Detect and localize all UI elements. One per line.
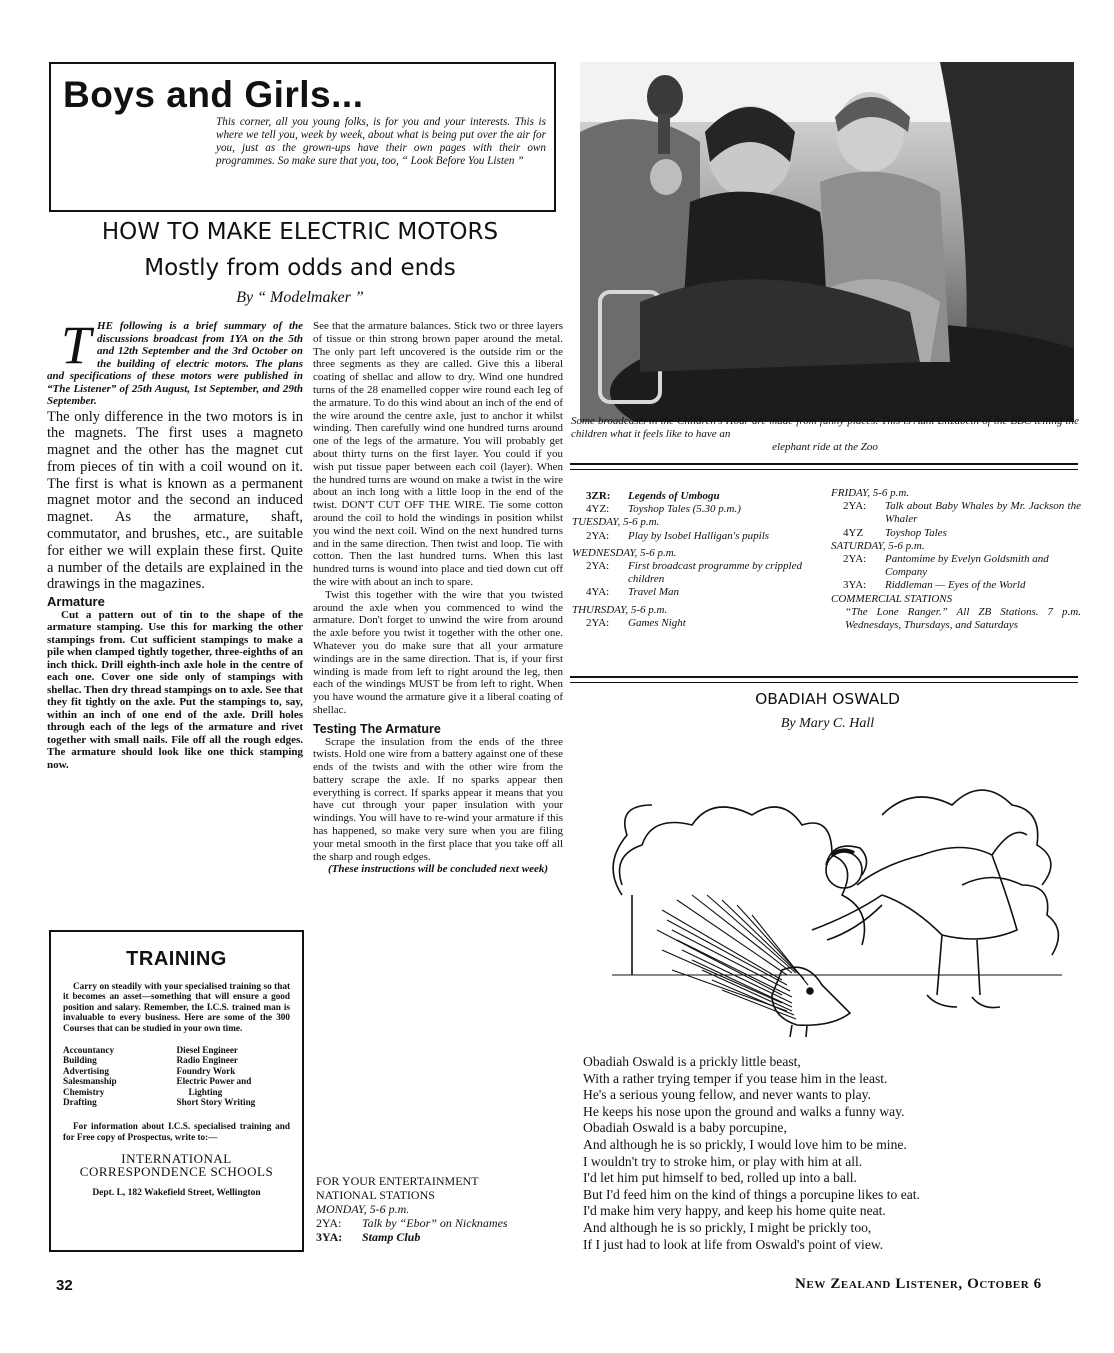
poem-line: If I just had to look at life from Oswald's point of view. (583, 1236, 884, 1252)
schedule-left-column (572, 490, 827, 630)
schedule-row (831, 579, 1081, 592)
program: Talk by “Ebor” on Nicknames (362, 1216, 508, 1230)
station: 2YA: (586, 529, 610, 542)
poem-line: He keeps his nose upon the ground and walks a funny way. (583, 1103, 905, 1119)
course-item: Advertising (63, 1065, 109, 1076)
section-title: Boys and Girls... (63, 74, 364, 115)
course-item: Drafting (63, 1097, 97, 1108)
program: Stamp Club (362, 1230, 421, 1244)
schedule-row (572, 560, 827, 586)
article-byline: By “ Modelmaker ” (236, 289, 364, 306)
schedule-day: THURSDAY, 5-6 p.m. (572, 603, 668, 616)
poem-line: I wouldn't try to stroke him, or play with him at all. (583, 1153, 863, 1169)
national-stations-heading: NATIONAL STATIONS (316, 1188, 435, 1202)
caption-text: Some broadcasts in the Children's Hour are made from funny places. This is Aunt Elizabeth of the BBC telling the children what it feels like to have an (571, 415, 1079, 440)
armature-subheading: Armature (47, 594, 105, 610)
paragraph: Twist this together with the wire that you twisted around the axle when you commenced to wind the armature. Don't forget to unwind the wire from around the axle before you twist it together with the other one. Whatever you do make sure that all your armature windings are in the same direction. That is, if your first winding is made from left to right around the leg, then each of the windings MUST be from left to right. When you have wound the armature give it a liberal coating of shellac. (313, 588, 563, 716)
station: 2YA: (586, 560, 610, 573)
org-line-2: CORRESPONDENCE SCHOOLS (79, 1164, 274, 1180)
org-line-1: INTERNATIONAL (121, 1151, 232, 1167)
article-column-1 (47, 315, 303, 771)
station: 2YA: (843, 553, 867, 566)
course-item: Radio Engineer (176, 1055, 239, 1066)
poem-line: But I'd feed him on the kind of things a porcupine likes to eat. (583, 1186, 920, 1202)
schedule-day: FRIDAY, 5-6 p.m. (831, 487, 910, 499)
article-headline: HOW TO MAKE ELECTRIC MOTORS (101, 219, 499, 245)
article-lead-paragraph: The only difference in the two motors is in the magnets. The first uses a magneto magnet and the other has the magnet cut from pieces of tin with a coil wound on it. The first is what is known as a permanent magnet motor and the second an induced magnet. As the armature, shaft, commutator, and brushes, etc., are suitable for either we will explain these first. Quite a number of the details are explained in the drawings in the magazines. (47, 408, 303, 593)
program: Pantomime by Evelyn Goldsmith and Company (885, 553, 1049, 579)
program: First broadcast programme by crippled children (628, 560, 802, 586)
photo-caption (571, 415, 1079, 454)
article-column-2 (313, 320, 563, 876)
course-item: Accountancy (63, 1045, 115, 1056)
station: 4YA: (586, 586, 610, 599)
program: Games Night (628, 616, 686, 629)
entertainment-heading: FOR YOUR ENTERTAINMENT (316, 1174, 479, 1188)
program: Toyshop Tales (5.30 p.m.) (628, 503, 741, 516)
program: Toyshop Tales (885, 526, 947, 539)
schedule-row (572, 490, 827, 503)
course-item: Foundry Work (176, 1065, 236, 1076)
schedule-row (831, 527, 1081, 540)
training-text: Carry on steadily with your specialised training so that it becomes an asset—something that will ensure a good position and salary. Remember, the I.C.S. trained man is invaluable to every business. Here are some of the 300 Courses that can be studied in your own time. (63, 981, 290, 1033)
schedule-row (831, 553, 1081, 579)
schedule-row (316, 1230, 564, 1244)
course-list-left (63, 1045, 177, 1107)
paragraph: See that the armature balances. Stick two or three layers of tissue or thin strong brown paper around the metal. The only part left uncovered is the outside rim or the three segments as they are called. Give this a liberal coating of shellac and allow to dry. Wind one hundred turns of the 28 enamelled copper wire round each leg of the armature. To do this wind about an inch of the end of the wire around the centre axle, just to anchor it whilst winding. Then carefully wind one hundred turns around one of the legs of the armature. You will probably get about thirty turns on the first layer. You could if you wish put tissue paper between each coil (layer). When the hundred turns are wound on make a twist in the wire about an inch long with a little loop in the end of the twist. DON'T CUT OFF THE WIRE. Tie some cotton around the coil to hold the windings in position whilst you wind the next coil. Wind on the next hundred turns and in the same direction. Then twist and loop. Tie with cotton. Then the last hundred turns. When this last hundred turns is wound into place and tied down cut off the wire with about an inch to spare. (313, 320, 563, 588)
schedule-row (316, 1216, 564, 1230)
caption-text-last: elephant ride at the Zoo (772, 441, 878, 453)
poem-body (583, 1054, 1083, 1253)
poem-line: Obadiah Oswald is a prickly little beast, (583, 1054, 801, 1069)
schedule-day: SATURDAY, 5-6 p.m. (831, 539, 925, 552)
schedule-row (572, 530, 827, 543)
page-number: 32 (56, 1277, 73, 1294)
entertainment-listing (316, 1174, 564, 1244)
publication-footer: New Zealand Listener, October 6 (795, 1276, 1042, 1292)
schedule-day: COMMERCIAL STATIONS (831, 592, 953, 605)
course-item: Diesel Engineer (176, 1045, 238, 1056)
schedule-day: TUESDAY, 5-6 p.m. (572, 516, 660, 529)
section-intro: This corner, all you young folks, is for you and your interests. This is where we tell you, week by week, about what is being put over the air for you, just as the grown-ups have their own pages with their own programmes. So make sure that you, too, “ Look Before You Listen ” (216, 116, 546, 167)
training-title: TRAINING (126, 948, 227, 970)
divider (570, 682, 1078, 683)
training-footer: For information about I.C.S. specialised training and for Free copy of Prospectus, write to:— (63, 1121, 290, 1142)
article-subhead: Mostly from odds and ends (144, 255, 456, 281)
station: 3ZR: (586, 490, 611, 502)
drop-cap: T (61, 315, 92, 375)
testing-paragraph: Scrape the insulation from the ends of the three twists. Hold one wire from a battery against one of these ends of the twists and with the other wire from the battery scrape the axle. If no sparks appear then everything is correct. If sparks appear it means that you have cut through your paper insulation with your windings. You will have to re-wind your armature if this has happened, so make very sure when you are filing your metal smooth in the first place that you take off all the sharp and rough edges. (313, 735, 563, 863)
schedule-row (572, 586, 827, 599)
schedule-row (572, 503, 827, 516)
article-intro-text: HE following is a brief summary of the discussions broadcast from 1YA on the 5th and 12th September and the 3rd October on the building of electric motors. The plans and specifications of these motors were published in “The Listener” of 25th August, 1st September, and 29th September. (47, 320, 303, 407)
program: Travel Man (628, 586, 680, 599)
poem-line: And although he is so prickly, I might be prickly too, (583, 1219, 872, 1235)
program: Riddleman — Eyes of the World (885, 579, 1026, 592)
divider (570, 469, 1078, 470)
poem-line: And although he is so prickly, I would love him to be mine. (583, 1136, 907, 1152)
divider (570, 463, 1078, 465)
course-item: Chemistry (63, 1086, 105, 1097)
schedule-row (572, 617, 827, 630)
poem-line: With a rather trying temper if you tease him in the least. (583, 1070, 888, 1086)
course-list-right (177, 1045, 291, 1107)
poem-title: OBADIAH OSWALD (755, 690, 900, 708)
schedule-day: MONDAY, 5-6 p.m. (316, 1202, 410, 1216)
armature-paragraph: Cut a pattern out of tin to the shape of the armature stamping. Use this for marking the other stampings from. Cut sufficient stampings to make a pile when clamped tightly together, three-eighths of an inch thick. Drill eighth-inch axle hole in the centre of each one. Cover one side only of stampings with shellac. Then dry thread stampings on to axle. See that they fit tightly on the axle. Put the stampings to, say, within an inch of one end of the axle. Drill holes through each of the legs of the armature and rivet together with small nails. File off all the rough edges. The armature should look like one thick stamping now. (47, 608, 303, 771)
station: 3YA: (843, 579, 867, 592)
station: 3YA: (316, 1230, 343, 1244)
testing-subheading: Testing The Armature (313, 721, 441, 736)
schedule-note: “The Lone Ranger.” All ZB Stations. 7 p.m. Wednesdays, Thursdays, and Saturdays (845, 605, 1081, 632)
photo-aunt-elizabeth (580, 62, 1074, 422)
divider (570, 676, 1078, 678)
schedule-right-column (831, 487, 1081, 632)
boys-girls-header-box (49, 62, 556, 212)
poem-line: I'd let him put himself to bed, rolled up into a ball. (583, 1170, 857, 1186)
program: Legends of Umbogu (628, 490, 720, 502)
station: 2YA: (586, 616, 610, 629)
course-item: Short Story Writing (176, 1097, 256, 1108)
course-item: Salesmanship (63, 1076, 117, 1087)
training-advertisement (49, 930, 304, 1252)
station: 4YZ (843, 526, 864, 539)
course-item: Building (63, 1055, 97, 1066)
station: 2YA: (843, 500, 867, 513)
illustration-drawing (582, 745, 1072, 1045)
porcupine-illustration (582, 745, 1072, 1045)
station: 2YA: (316, 1216, 342, 1230)
schedule-day: WEDNESDAY, 5-6 p.m. (572, 546, 677, 559)
program: Talk about Baby Whales by Mr. Jackson the Whaler (885, 500, 1081, 526)
poem-line: Obadiah Oswald is a baby porcupine, (583, 1120, 787, 1136)
program: Play by Isobel Halligan's pupils (628, 529, 770, 542)
to-be-concluded-note: (These instructions will be concluded next week) (328, 863, 548, 876)
course-list (63, 1045, 290, 1107)
article-intro (47, 315, 303, 408)
poem-author: By Mary C. Hall (780, 716, 875, 731)
training-organisation (63, 1152, 290, 1178)
course-item: Lighting (188, 1086, 223, 1097)
photo-image (580, 62, 1074, 422)
course-item: Electric Power and (176, 1076, 252, 1087)
training-address: Dept. L, 182 Wakefield Street, Wellington (92, 1188, 261, 1199)
poem-line: He's a serious young fellow, and never wants to play. (583, 1087, 871, 1103)
station: 4YZ: (586, 503, 610, 516)
schedule-row (831, 500, 1081, 526)
poem-line: I'd make him very happy, and keep his home quite neat. (583, 1203, 886, 1219)
